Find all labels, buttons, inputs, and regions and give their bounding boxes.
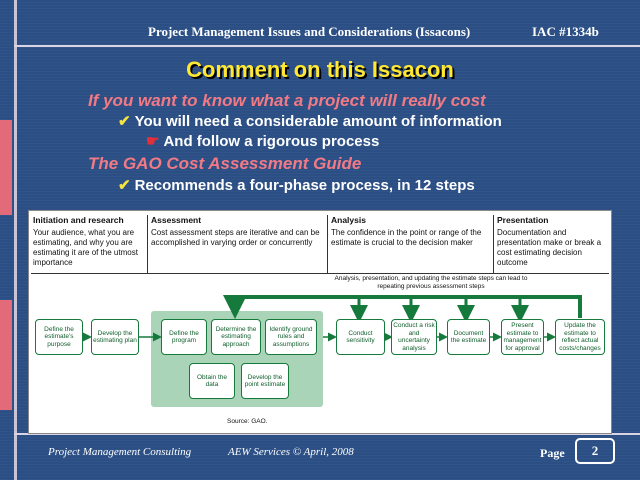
bullet-1: If you want to know what a project will really cost <box>88 91 486 110</box>
header-title: Project Management Issues and Considerations (Issacons) <box>148 24 471 39</box>
bullet-1-1: ✔ You will need a considerable amount of information <box>118 113 502 130</box>
slide-title: Comment on this Issacon <box>186 57 454 82</box>
phase-text: Documentation and presentation make or break a cost estimating decision outcome <box>497 228 602 267</box>
side-accent-top <box>0 120 12 215</box>
header-code: IAC #1334b <box>532 24 599 39</box>
loop-note: Analysis, presentation, and updating the estimate steps can lead to repeating previous assessment steps <box>334 275 528 290</box>
source-note: Source: GAO. <box>227 418 268 425</box>
step-point-estimate: Develop the point estimate <box>241 363 289 399</box>
gao-process-diagram <box>28 210 612 434</box>
step-estimating-plan: Develop the estimating plan <box>91 319 139 355</box>
phase-text: The confidence in the point or range of the estimate is crucial to the decision maker <box>331 228 482 247</box>
check-icon: ✔ <box>118 177 131 194</box>
bullet-1-1-1: ☛ And follow a rigorous process <box>146 133 380 150</box>
phase-title: Assessment <box>151 215 202 225</box>
phase-text: Cost assessment steps are iterative and can be accomplished in varying order or concurrently <box>151 228 320 247</box>
side-accent-bottom <box>0 300 12 410</box>
step-update: Update the estimate to reflect actual costs/changes <box>555 319 605 355</box>
phase-text: Your audience, what you are estimating, and why you are estimating it are of the utmost importance <box>33 228 138 267</box>
step-obtain-data: Obtain the data <box>189 363 235 399</box>
footer-company: Project Management Consulting <box>48 446 192 458</box>
page-number: 2 <box>575 438 615 464</box>
step-document: Document the estimate <box>447 319 490 355</box>
phase-title: Presentation <box>497 215 549 225</box>
check-icon: ✔ <box>118 113 131 130</box>
bullet-2-1: ✔ Recommends a four-phase process, in 12 steps <box>118 177 475 194</box>
step-sensitivity: Conduct sensitivity <box>336 319 385 355</box>
step-risk-analysis: Conduct a risk and uncertainty analysis <box>391 319 437 355</box>
step-present: Present estimate to management for approval <box>501 319 544 355</box>
bullet-2: The GAO Cost Assessment Guide <box>88 154 362 173</box>
pointing-hand-icon: ☛ <box>146 133 160 150</box>
phase-title: Initiation and research <box>33 215 124 225</box>
header-rule <box>14 45 640 47</box>
footer-page-label: Page <box>540 446 565 460</box>
phase-title: Analysis <box>331 215 366 225</box>
step-define-purpose: Define the estimate's purpose <box>35 319 83 355</box>
footer-copyright: AEW Services © April, 2008 <box>228 446 354 458</box>
step-define-program: Define the program <box>161 319 207 355</box>
step-estimating-approach: Determine the estimating approach <box>211 319 261 355</box>
step-ground-rules: Identify ground rules and assumptions <box>265 319 317 355</box>
